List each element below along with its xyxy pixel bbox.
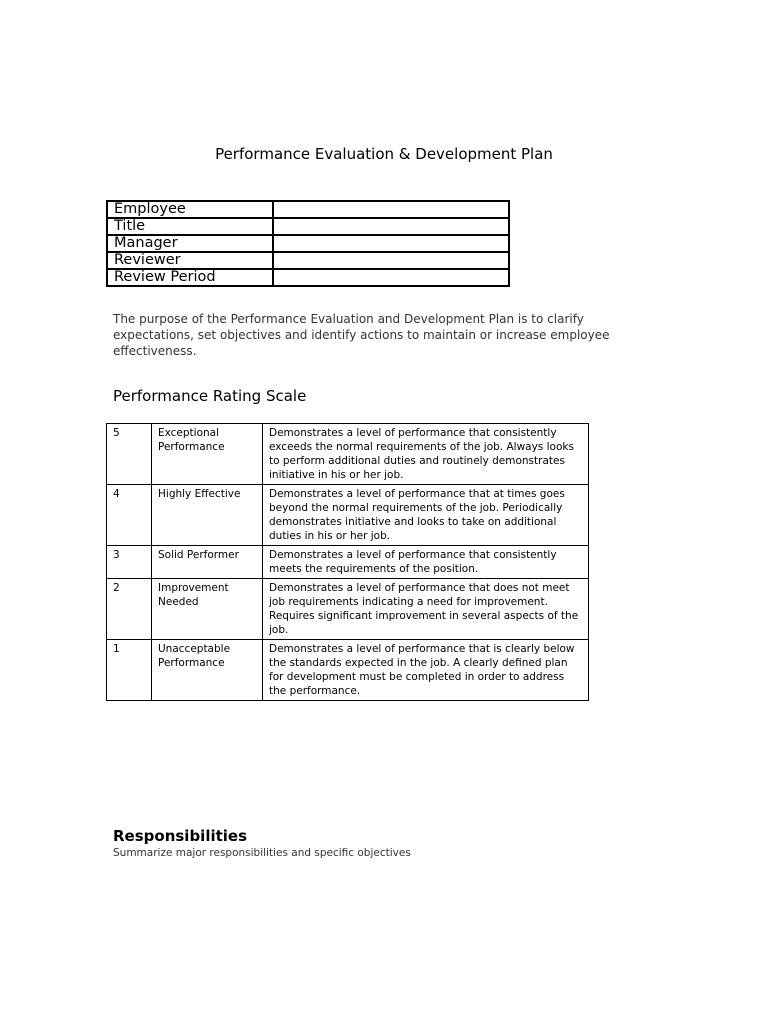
- rating-score: 4: [107, 485, 152, 546]
- rating-score: 2: [107, 579, 152, 640]
- info-value-manager[interactable]: [273, 235, 509, 252]
- rating-score: 1: [107, 640, 152, 701]
- responsibilities-heading: Responsibilities: [113, 827, 248, 845]
- rating-row-1: [107, 640, 589, 701]
- purpose-paragraph: The purpose of the Performance Evaluation and Development Plan is to clarify expectations, set objectives and identify actions to maintain or increase employee effectiveness.: [113, 312, 610, 358]
- document-title: Performance Evaluation & Development Plan: [215, 145, 553, 163]
- info-label-manager: Manager: [107, 235, 273, 252]
- rating-label: Improvement Needed: [152, 579, 263, 640]
- rating-description: Demonstrates a level of performance that is clearly below the standards expected in the job. A clearly defined plan for development must be completed in order to address the performance.: [263, 640, 589, 701]
- rating-label: Solid Performer: [152, 546, 263, 579]
- rating-score: 3: [107, 546, 152, 579]
- rating-row-2: [107, 579, 589, 640]
- info-value-reviewer[interactable]: [273, 252, 509, 269]
- info-label-review-period: Review Period: [107, 269, 273, 286]
- rating-description: Demonstrates a level of performance that does not meet job requirements indicating a need for improvement. Requires significant improvement in several aspects of the job.: [263, 579, 589, 640]
- responsibilities-subtext: Summarize major responsibilities and specific objectives: [113, 847, 411, 859]
- rating-scale-heading: Performance Rating Scale: [113, 387, 307, 405]
- info-label-reviewer: Reviewer: [107, 252, 273, 269]
- rating-score: 5: [107, 424, 152, 485]
- info-row-reviewer: [107, 252, 509, 269]
- rating-row-3: [107, 546, 589, 579]
- rating-description: Demonstrates a level of performance that consistently exceeds the normal requirements of the job. Always looks to perform additional duties and routinely demonstrates initiative in his or her job.: [263, 424, 589, 485]
- info-value-review-period[interactable]: [273, 269, 509, 286]
- info-row-title: [107, 218, 509, 235]
- rating-label: Highly Effective: [152, 485, 263, 546]
- rating-label: Unacceptable Performance: [152, 640, 263, 701]
- info-row-employee: [107, 201, 509, 218]
- info-value-employee[interactable]: [273, 201, 509, 218]
- rating-row-4: [107, 485, 589, 546]
- rating-row-5: [107, 424, 589, 485]
- info-row-review-period: [107, 269, 509, 286]
- rating-description: Demonstrates a level of performance that at times goes beyond the normal requirements of the job. Periodically demonstrates initiative and looks to take on additional duties in his or her job.: [263, 485, 589, 546]
- employee-info-table: [106, 200, 510, 287]
- rating-description: Demonstrates a level of performance that consistently meets the requirements of the position.: [263, 546, 589, 579]
- info-label-title: Title: [107, 218, 273, 235]
- info-row-manager: [107, 235, 509, 252]
- rating-scale-table: [106, 423, 589, 701]
- info-label-employee: Employee: [107, 201, 273, 218]
- info-value-title[interactable]: [273, 218, 509, 235]
- rating-label: Exceptional Performance: [152, 424, 263, 485]
